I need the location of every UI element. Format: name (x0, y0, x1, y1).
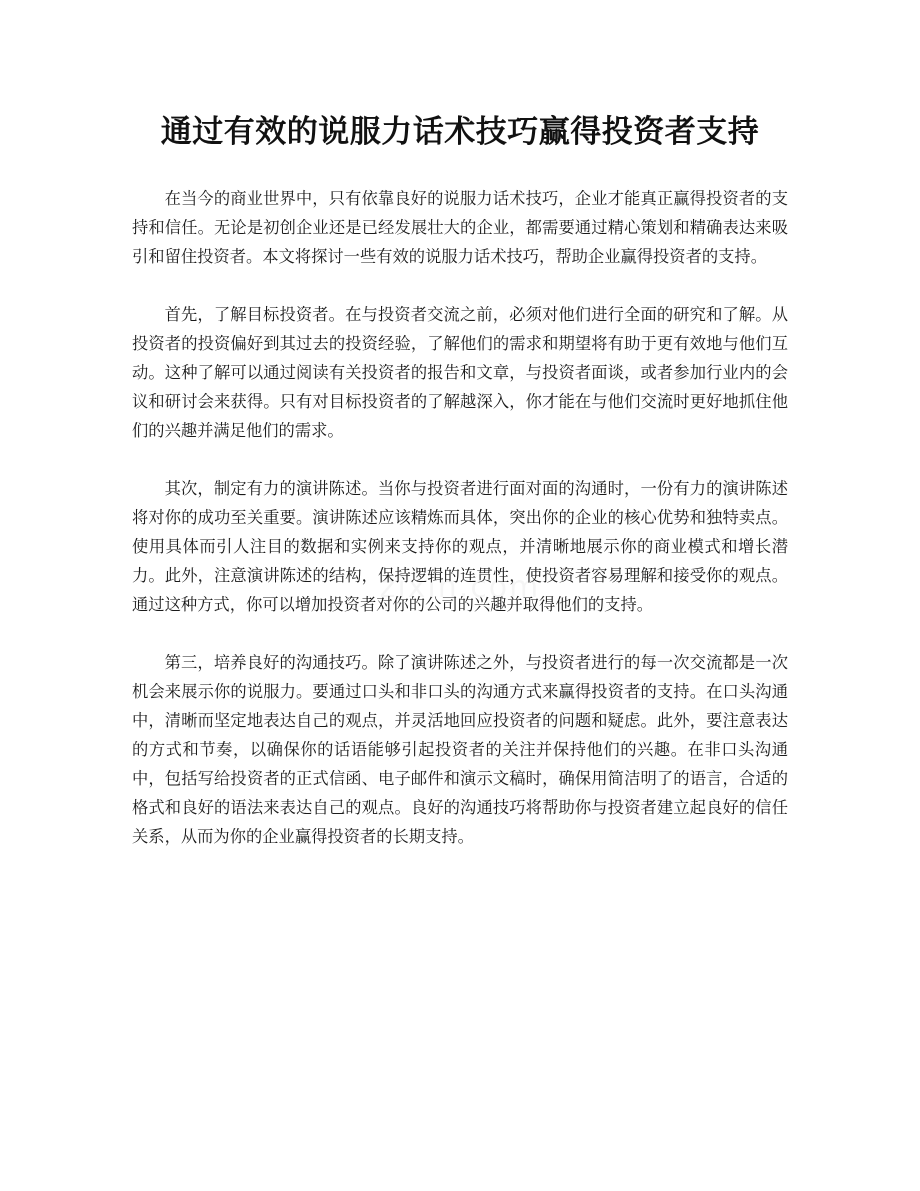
paragraph-first: 首先，了解目标投资者。在与投资者交流之前，必须对他们进行全面的研究和了解。从投资者的投资偏好到其过去的投资经验，了解他们的需求和期望将有助于更有效地与他们互动。这种了解可以通过阅读有关投资者的报告和文章，与投资者面谈，或者参加行业内的会议和研讨会来获得。只有对目标投资者的了解越深入，你才能在与他们交流时更好地抓住他们的兴趣并满足他们的需求。 (132, 305, 788, 440)
paragraph-third: 第三，培养良好的沟通技巧。除了演讲陈述之外，与投资者进行的每一次交流都是一次机会来展示你的说服力。要通过口头和非口头的沟通方式来赢得投资者的支持。在口头沟通中，清晰而坚定地表达自己的观点，并灵活地回应投资者的问题和疑虑。此外，要注意表达的方式和节奏，以确保你的话语能够引起投资者的关注并保持他们的兴趣。在非口头沟通中，包括写给投资者的正式信函、电子邮件和演示文稿时，确保用简洁明了的语言，合适的格式和良好的语法来表达自己的观点。良好的沟通技巧将帮助你与投资者建立起良好的信任关系，从而为你的企业赢得投资者的长期支持。 (132, 653, 788, 846)
document-title: 通过有效的说服力话术技巧赢得投资者支持 (160, 114, 760, 150)
paragraph-second: 其次，制定有力的演讲陈述。当你与投资者进行面对面的沟通时，一份有力的演讲陈述将对你的成功至关重要。演讲陈述应该精炼而具体，突出你的企业的核心优势和独特卖点。使用具体而引人注目的数据和实例来支持你的观点，并清晰地展示你的商业模式和增长潜力。此外，注意演讲陈述的结构，保持逻辑的连贯性，使投资者容易理解和接受你的观点。通过这种方式，你可以增加投资者对你的公司的兴趣并取得他们的支持。 (132, 479, 788, 614)
paragraph-intro: 在当今的商业世界中，只有依靠良好的说服力话术技巧，企业才能真正赢得投资者的支持和信任。无论是初创企业还是已经发展壮大的企业，都需要通过精心策划和精确表达来吸引和留住投资者。本文将探讨一些有效的说服力话术技巧，帮助企业赢得投资者的支持。 (132, 189, 788, 266)
document-body (132, 184, 788, 880)
